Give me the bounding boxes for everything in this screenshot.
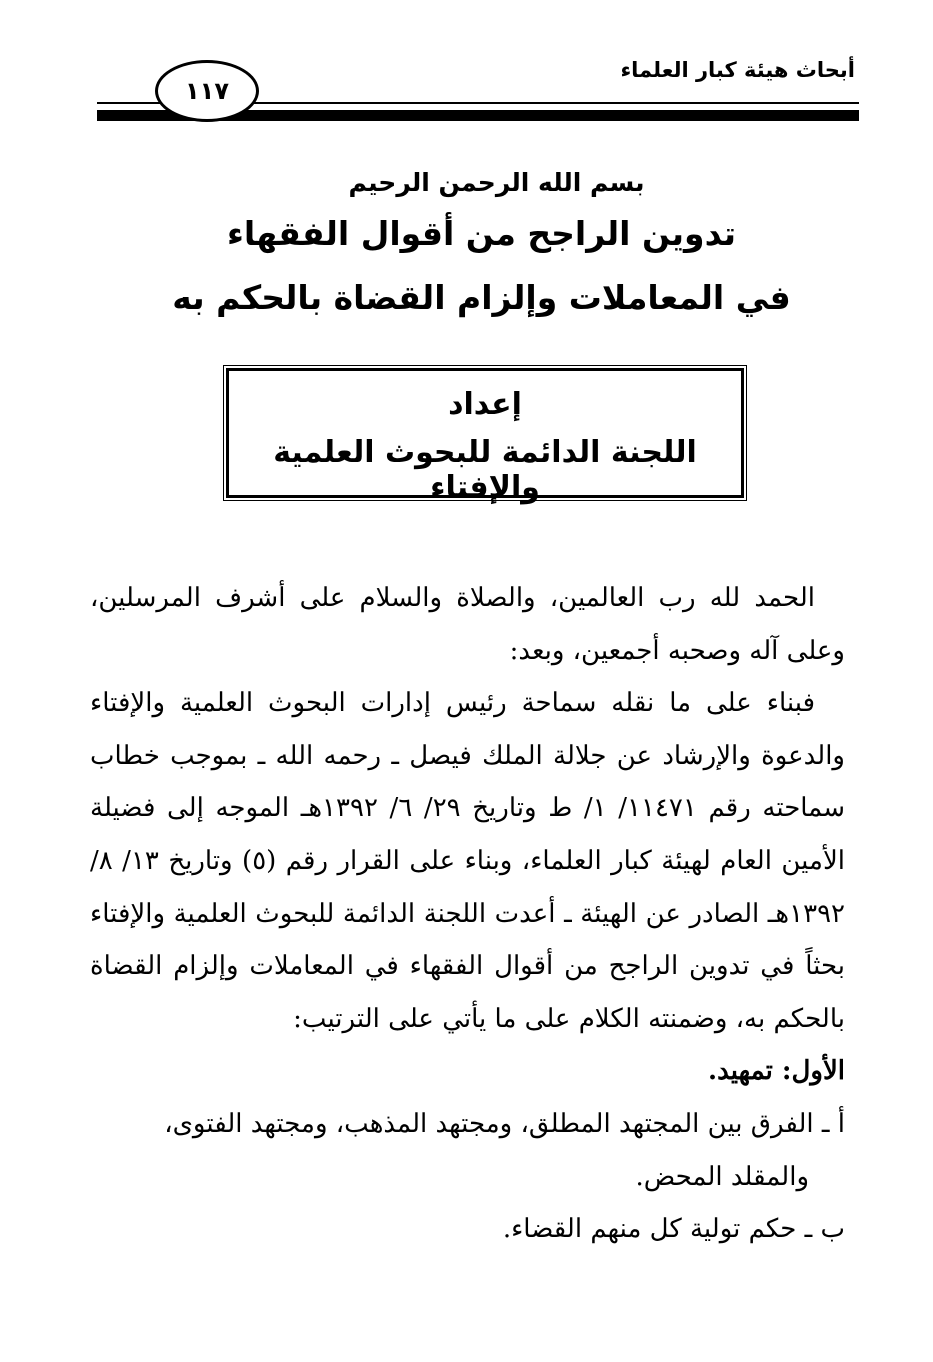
section-heading: الأول: تمهيد. — [708, 1056, 845, 1087]
title-line-2: في المعاملات وإلزام القضاة بالحكم به — [172, 278, 791, 317]
running-header-title: أبحاث هيئة كبار العلماء — [620, 58, 855, 82]
list-item-b: ب ـ حكم تولية كل منهم القضاء. — [502, 1214, 845, 1245]
basmala: بسم الله الرحمن الرحيم — [348, 168, 645, 197]
list-item-a-continued: والمقلد المحض. — [635, 1161, 809, 1192]
preparation-box — [226, 368, 744, 505]
opening-paragraph: الحمد لله رب العالمين، والصلاة والسلام على أشرف المرسلين، وعلى آله وصحبه أجمعين، وبعد: — [90, 583, 845, 666]
preparation-label: إعداد — [448, 387, 522, 422]
body-text — [90, 572, 845, 1256]
committee-name: اللجنة الدائمة للبحوث العلمية والإفتاء — [273, 435, 697, 505]
list-item-a: أ ـ الفرق بين المجتهد المطلق، ومجتهد المذهب، ومجتهد الفتوى، — [164, 1108, 845, 1139]
page-number-oval — [155, 60, 259, 122]
title-line-1: تدوين الراجح من أقوال الفقهاء — [226, 214, 737, 253]
main-paragraph: فبناء على ما نقله سماحة رئيس إدارات البحوث العلمية والإفتاء والدعوة والإرشاد عن جلالة الملك فيصل ـ رحمه الله ـ بموجب خطاب سماحته رقم ١١٤٧١/ ١/ ط وتاريخ ٢٩/ ٦/ ١٣٩٢هـ الموجه إلى فضيلة الأمين العام لهيئة كبار العلماء، وبناء على القرار رقم (٥) وتاريخ ١٣/ ٨/ ١٣٩٢هـ الصادر عن الهيئة ـ أعدت اللجنة الدائمة للبحوث العلمية والإفتاء بحثاً في تدوين الراجح من أقوال الفقهاء في المعاملات وإلزام القضاة بالحكم به، وضمنته الكلام على ما يأتي على الترتيب: — [90, 688, 846, 1034]
page-number: ١١٧ — [185, 77, 229, 105]
